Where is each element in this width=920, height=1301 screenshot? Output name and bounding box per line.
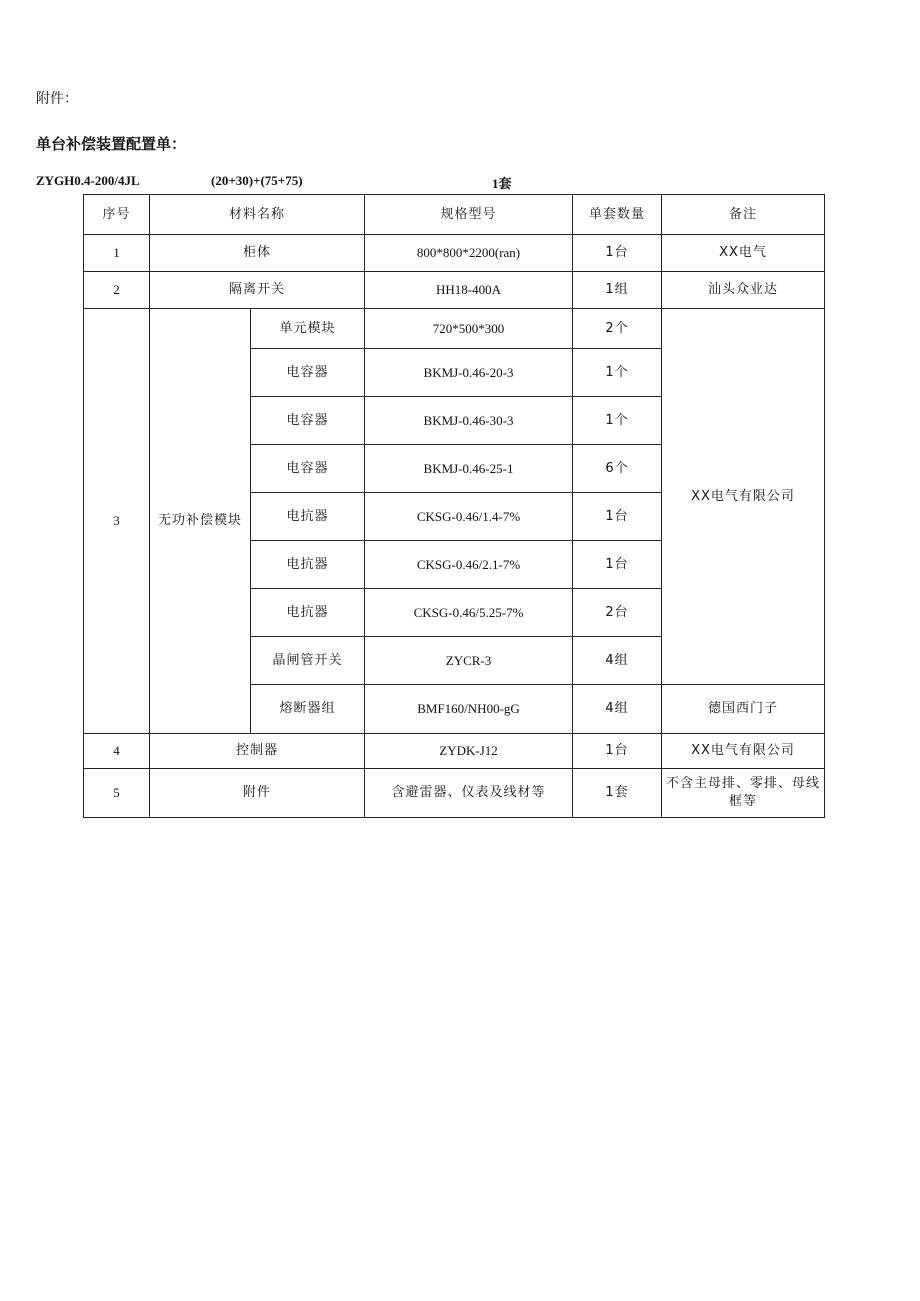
sub-item-spec: BKMJ-0.46-25-1 [365, 445, 573, 493]
table-row [84, 235, 825, 272]
model-quantity: 1套 [492, 176, 512, 191]
sub-item-spec: CKSG-0.46/1.4-7% [365, 493, 573, 541]
sub-item-spec: BMF160/NH00-gG [365, 685, 573, 734]
table-row [84, 769, 825, 818]
row-qty: 1台 [573, 235, 662, 272]
sub-item-name: 熔断器组 [251, 685, 365, 734]
row-name: 隔离开关 [150, 272, 365, 309]
sub-item-name: 电抗器 [251, 589, 365, 637]
sub-item-spec: ZYCR-3 [365, 637, 573, 685]
sub-item-qty: 6个 [573, 445, 662, 493]
sub-item-spec: 720*500*300 [365, 309, 573, 349]
configuration-table [83, 194, 825, 818]
sub-item-name: 电抗器 [251, 493, 365, 541]
sub-item-spec: BKMJ-0.46-30-3 [365, 397, 573, 445]
row-remark: XX电气有限公司 [662, 734, 825, 769]
column-header-no: 序号 [84, 195, 150, 235]
document-title: 单台补偿装置配置单： [36, 135, 187, 153]
module-no: 3 [84, 309, 150, 734]
fuse-remark: 德国西门子 [662, 685, 825, 734]
row-name: 柜体 [150, 235, 365, 272]
row-spec: ZYDK-J12 [365, 734, 573, 769]
model-code: ZYGH0.4-200/4JL [36, 173, 140, 188]
row-spec: 含避雷器、仪表及线材等 [365, 769, 573, 818]
sub-item-spec: CKSG-0.46/5.25-7% [365, 589, 573, 637]
sub-item-spec: BKMJ-0.46-20-3 [365, 349, 573, 397]
sub-item-qty: 4组 [573, 685, 662, 734]
sub-item-qty: 1台 [573, 541, 662, 589]
table-row [84, 272, 825, 309]
column-header-qty: 单套数量 [573, 195, 662, 235]
sub-item-qty: 2台 [573, 589, 662, 637]
row-remark: XX电气 [662, 235, 825, 272]
sub-item-qty: 1个 [573, 397, 662, 445]
row-remark: 汕头众业达 [662, 272, 825, 309]
sub-item-spec: CKSG-0.46/2.1-7% [365, 541, 573, 589]
module-remark: XX电气有限公司 [662, 309, 825, 685]
module-name: 无功补偿模块 [150, 309, 251, 734]
row-no: 5 [84, 769, 150, 818]
row-spec: HH18-400A [365, 272, 573, 309]
sub-item-name: 电容器 [251, 349, 365, 397]
model-formula: (20+30)+(75+75) [211, 173, 303, 188]
table-header-row [84, 195, 825, 235]
row-no: 2 [84, 272, 150, 309]
sub-item-name: 电容器 [251, 397, 365, 445]
column-header-spec: 规格型号 [365, 195, 573, 235]
sub-item-qty: 1个 [573, 349, 662, 397]
sub-item-name: 单元模块 [251, 309, 365, 349]
row-spec: 800*800*2200(ran) [365, 235, 573, 272]
sub-item-name: 晶闸管开关 [251, 637, 365, 685]
table-row [84, 309, 825, 349]
table-row [84, 734, 825, 769]
row-qty: 1台 [573, 734, 662, 769]
row-qty: 1组 [573, 272, 662, 309]
row-no: 4 [84, 734, 150, 769]
row-name: 控制器 [150, 734, 365, 769]
sub-item-qty: 4组 [573, 637, 662, 685]
sub-item-qty: 2个 [573, 309, 662, 349]
row-no: 1 [84, 235, 150, 272]
sub-item-name: 电容器 [251, 445, 365, 493]
attachment-label: 附件： [36, 91, 78, 107]
row-qty: 1套 [573, 769, 662, 818]
row-name: 附件 [150, 769, 365, 818]
sub-item-qty: 1台 [573, 493, 662, 541]
column-header-remark: 备注 [662, 195, 825, 235]
column-header-name: 材料名称 [150, 195, 365, 235]
sub-item-name: 电抗器 [251, 541, 365, 589]
model-line [36, 173, 636, 191]
row-remark: 不含主母排、零排、母线框等 [662, 769, 825, 818]
